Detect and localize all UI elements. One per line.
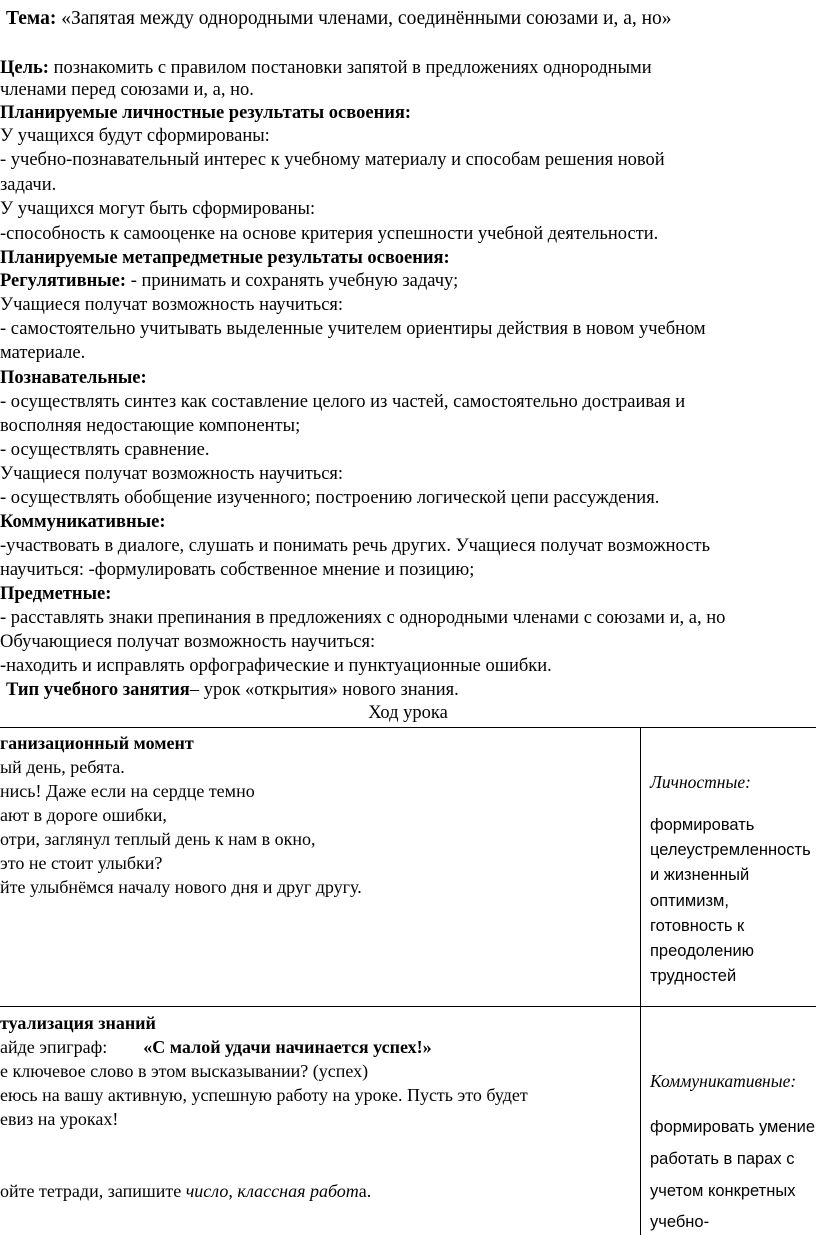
- goal-label: Цель:: [0, 58, 49, 78]
- subject-heading: Предметные:: [0, 584, 112, 604]
- stage1-right-2: целеустремленность: [650, 841, 811, 859]
- stage1-right-label: Личностные:: [650, 772, 751, 792]
- subject-line-2: Обучающиеся получат возможность научиться:: [0, 632, 376, 652]
- stage1-heading: ганизационный момент: [0, 733, 194, 753]
- stage1-right-7: трудностей: [650, 967, 737, 985]
- communicative-heading: Коммуникативные:: [0, 512, 166, 532]
- stage1-right-3: и жизненный: [650, 866, 750, 884]
- cognitive-line-1: - осуществлять синтез как составление целого из частей, самостоятельно достраивая и: [0, 392, 686, 412]
- stage1-line-3: ают в дороге ошибки,: [0, 805, 167, 825]
- stage1-line-4: отри, заглянул теплый день к нам в окно,: [0, 829, 316, 849]
- communicative-line-2: научиться: -формулировать собственное мнение и позицию;: [0, 560, 475, 580]
- stage2-line-3: еюсь на вашу активную, успешную работу на уроке. Пусть это будет: [0, 1085, 528, 1105]
- subject-line-1: - расставлять знаки препинания в предложениях с однородными членами с союзами и, а, но: [0, 608, 726, 628]
- title-text: «Запятая между однородными членами, соединёнными союзами и, а, но»: [61, 8, 672, 29]
- meta-line-2: - самостоятельно учитывать выделенные учителем ориентиры действия в новом учебном: [0, 319, 706, 339]
- stage2-right-2: работать в парах с: [650, 1150, 795, 1168]
- table-column-divider: [640, 727, 641, 1235]
- personal-line-1: У учащихся будут сформированы:: [0, 126, 270, 146]
- personal-heading: Планируемые личностные результаты освоения:: [0, 103, 412, 123]
- cognitive-line-3: - осуществлять сравнение.: [0, 440, 210, 460]
- table-row-divider: [0, 1006, 816, 1007]
- stage2-line-2: е ключевое слово в этом высказывании? (успех): [0, 1061, 369, 1081]
- meta-heading: Планируемые метапредметные результаты освоения:: [0, 248, 450, 268]
- stage1-right-5: готовность к: [650, 917, 745, 935]
- stage2-line-4: евиз на уроках!: [0, 1109, 119, 1129]
- lesson-type-label: Тип учебного занятия: [6, 680, 190, 700]
- lesson-title: [6, 8, 672, 30]
- stage1-right-1: формировать: [650, 816, 755, 834]
- cognitive-line-5: - осуществлять обобщение изученного; построению логической цепи рассуждения.: [0, 488, 660, 508]
- course-caption: Ход урока: [368, 703, 448, 723]
- subject-line-3: -находить и исправлять орфографические и пунктуационные ошибки.: [0, 656, 552, 676]
- stage2-line-5: ойте тетради, запишите число, классная работа.: [0, 1181, 372, 1201]
- personal-line-3: задачи.: [0, 175, 57, 195]
- stage1-line-2: нись! Даже если на сердце темно: [0, 781, 255, 801]
- lesson-type-line: Тип учебного занятия– урок «открытия» нового знания.: [6, 680, 459, 700]
- stage2-right-label: Коммуникативные:: [650, 1071, 797, 1091]
- stage1-line-5: это не стоит улыбки?: [0, 853, 163, 873]
- personal-line-2: - учебно-познавательный интерес к учебному материалу и способам решения новой: [0, 150, 665, 170]
- personal-line-4: У учащихся могут быть сформированы:: [0, 199, 316, 219]
- stage1-right-4: оптимизм,: [650, 892, 729, 910]
- stage1-line-6: йте улыбнёмся началу нового дня и друг другу.: [0, 877, 362, 897]
- regulative-label: Регулятивные:: [0, 271, 127, 291]
- table-top-border: [0, 727, 816, 728]
- stage2-epigraph-line: айде эпиграф: «С малой удачи начинается успех!»: [0, 1037, 432, 1057]
- epigraph: «С малой удачи начинается успех!»: [143, 1037, 432, 1057]
- cognitive-line-2: восполняя недостающие компоненты;: [0, 416, 301, 436]
- stage2-right-1: формировать умение: [650, 1118, 816, 1136]
- meta-line-1: Учащиеся получат возможность научиться:: [0, 295, 344, 315]
- goal-line-2: членами перед союзами и, а, но.: [0, 80, 254, 100]
- regulative-line: Регулятивные: - принимать и сохранять учебную задачу;: [0, 271, 459, 291]
- stage2-right-3: учетом конкретных: [650, 1182, 796, 1200]
- stage1-right-6: преодолению: [650, 942, 755, 960]
- cognitive-heading: Познавательные:: [0, 368, 147, 388]
- title-label: Тема:: [6, 8, 57, 29]
- goal-text: познакомить с правилом постановки запятой в предложениях однородными: [53, 58, 652, 78]
- stage2-heading: туализация знаний: [0, 1013, 156, 1033]
- meta-line-3: материале.: [0, 343, 86, 363]
- personal-line-5: -способность к самооценке на основе критерия успешности учебной деятельности.: [0, 224, 659, 244]
- stage2-right-4: учебно-: [650, 1213, 710, 1231]
- communicative-line-1: -участвовать в диалоге, слушать и понимать речь других. Учащиеся получат возможность: [0, 536, 711, 556]
- stage1-line-1: ый день, ребята.: [0, 757, 125, 777]
- goal-line-1: [0, 57, 652, 79]
- cognitive-line-4: Учащиеся получат возможность научиться:: [0, 464, 344, 484]
